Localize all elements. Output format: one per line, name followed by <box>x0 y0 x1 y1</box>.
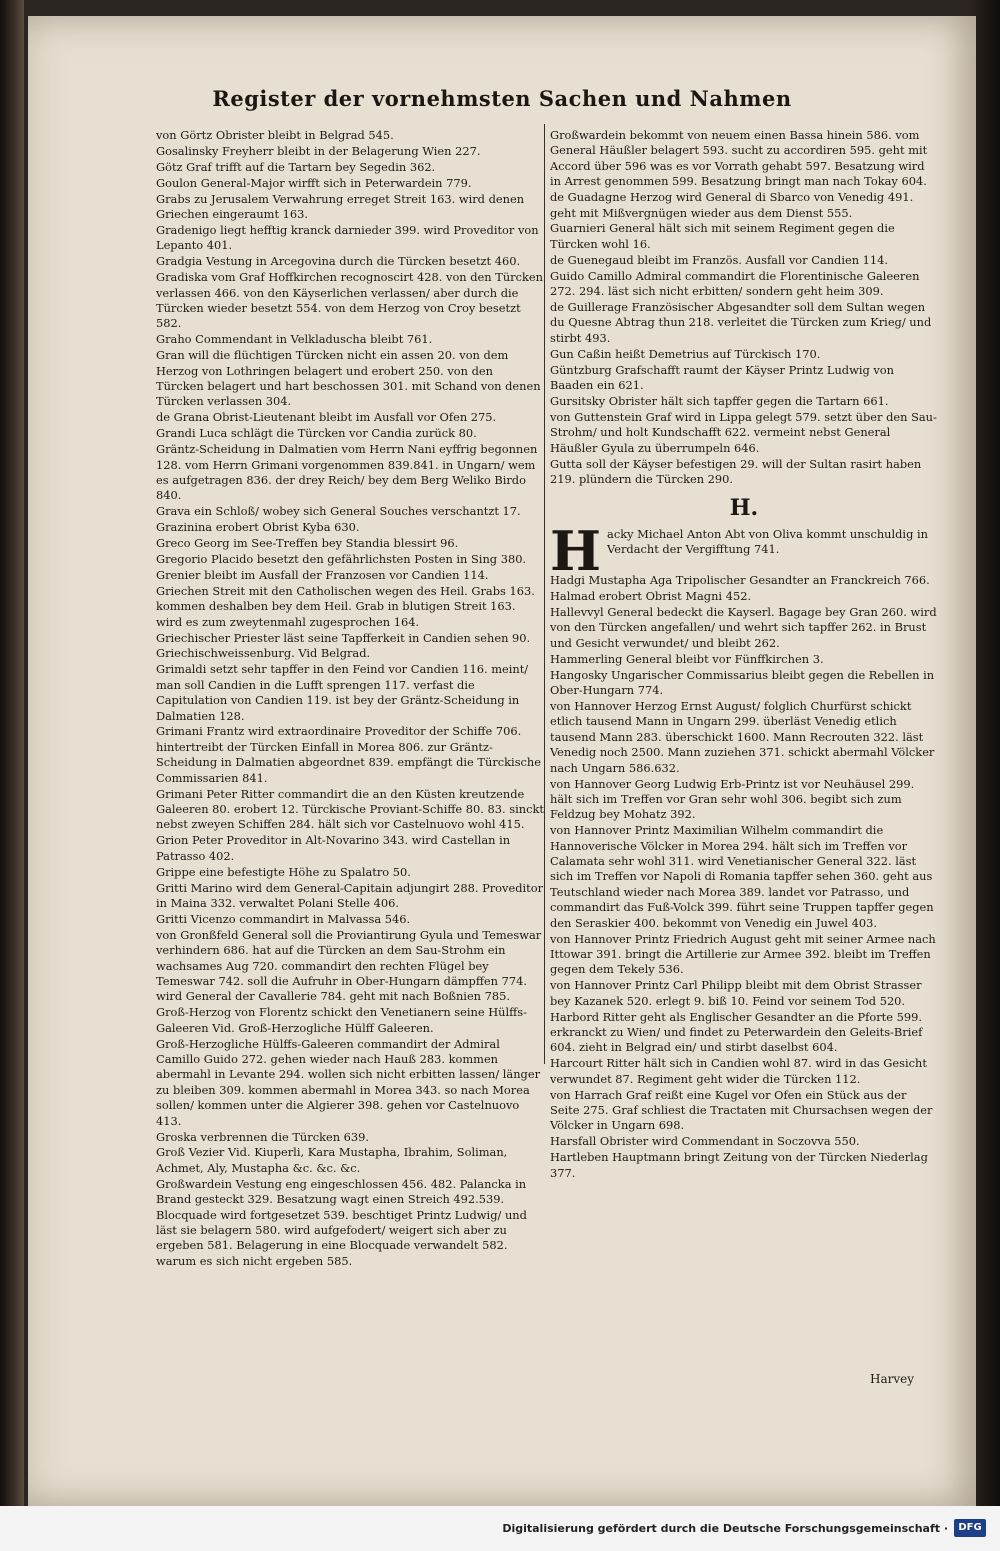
register-entry: Gun Caßin heißt Demetrius auf Türckisch 170. <box>550 346 821 361</box>
register-entry: von Hannover Herzog Ernst August/ folglich Churfürst schickt etlich tausend Mann in Ungarn 299. überläst Venedig etlich tausend Mann 283. überschickt 1600. Mann Recrouten 322. läst Venedig noch 2500. Mann zuziehen 371. schickt abermahl Völcker nach Ungarn 586.632. <box>550 699 935 775</box>
first-h-entry-text: acky Michael Anton Abt von Oliva kommt unschuldig in Verdacht der Vergifftung 741. <box>607 526 928 557</box>
register-entry: von Gronßfeld General soll die Proviantirung Gyula und Temeswar verhindern 686. hat auf die Türcken an dem Sau-Strohm ein wachsames Aug 720. commandirt den rechten Flügel bey Temeswar 742. soll die Aufruhr in Ober-Hungarn dämpffen 774. wird General der Cavallerie 784. geht mit nach Boßnien 785. <box>156 927 542 1004</box>
register-entry: Hammerling General bleibt vor Fünffkirchen 3. <box>550 651 824 666</box>
register-entry: Harsfall Obrister wird Commendant in Soczovva 550. <box>550 1134 860 1149</box>
register-entry: Götz Graf trifft auf die Tartarn bey Segedin 362. <box>156 159 436 174</box>
register-entry: Griechischer Priester läst seine Tapfferkeit in Candien sehen 90. <box>156 630 531 645</box>
register-entry: von Harrach Graf reißt eine Kugel vor Ofen ein Stück aus der Seite 275. Graf schliest die Tractaten mit Chursachsen wegen der Völcker in Ungarn 698. <box>550 1087 933 1133</box>
register-entry: Grimani Peter Ritter commandirt die an den Küsten kreutzende Galeeren 80. erobert 12. Türckische Proviant-Schiffe 80. 83. sinckt nebst zweyen Schiffen 284. hält sich vor Castelnuovo wohl 415. <box>156 786 544 832</box>
register-page <box>28 16 976 1506</box>
register-entry: Groß Vezier Vid. Kiuperli, Kara Mustapha, Ibrahim, Soliman, Achmet, Aly, Mustapha &c. &c. &c. <box>156 1145 508 1175</box>
section-letter-h: H. <box>729 495 759 522</box>
register-entry: Grazinina erobert Obrist Kyba 630. <box>156 520 360 535</box>
register-entry: Harbord Ritter geht als Englischer Gesandter an die Pforte 599. erkranckt zu Wien/ und findet zu Peterwardein den Geleits-Brief 604. zieht in Belgrad ein/ und stirbt daselbst 604. <box>550 1009 923 1055</box>
register-entry: Hartleben Hauptmann bringt Zeitung von der Türcken Niederlag 377. <box>550 1150 928 1180</box>
register-entry: Groska verbrennen die Türcken 639. <box>156 1129 370 1144</box>
register-entry: Griechischweissenburg. Vid Belgrad. <box>156 646 371 661</box>
catchword: Harvey <box>869 1372 914 1386</box>
register-entry: Großwardein Vestung eng eingeschlossen 456. 482. Palancka in Brand gesteckt 329. Besatzung wagt einen Streich 492.539. Blocquade wird fortgesetzet 539. beschtiget Printz Ludwig/ und läst sie belagern 580. wird aufgefodert/ weigert sich aber zu ergeben 581. Belagerung in eine Blocquade verwandelt 582. warum es sich nicht ergeben 585. <box>156 1176 527 1268</box>
register-entry: de Guenegaud bleibt im Französ. Ausfall vor Candien 114. <box>550 252 889 267</box>
register-entry: Groß-Herzogliche Hülffs-Galeeren commandirt der Admiral Camillo Guido 272. gehen wieder nach Hauß 283. kommen abermahl in Levante 294. wollen sich nicht erbitten lassen/ länger zu bleiben 309. kommen abermahl in Morea 343. so nach Morea sollen/ kommen unter die Algierer 398. gehen vor Castelnuovo 413. <box>156 1036 541 1128</box>
register-entry: von Hannover Printz Friedrich August geht mit seiner Armee nach Ittowar 391. bringt die Artillerie zur Armee 392. bleibt im Treffen gegen dem Tekely 536. <box>550 931 936 977</box>
register-entry: Gritti Marino wird dem General-Capitain adjungirt 288. Proveditor in Maina 332. verwaltet Polani Stelle 406. <box>156 880 544 910</box>
dfg-logo: DFG <box>954 1519 986 1537</box>
register-entry: Grion Peter Proveditor in Alt-Novarino 343. wird Castellan in Patrasso 402. <box>156 833 511 863</box>
register-entry: Hallevvyl General bedeckt die Kayserl. Bagage bey Gran 260. wird von den Türcken angefallen/ und wehrt sich tapffer 262. in Brust und Gesicht verwundet/ und bleibt 262. <box>550 605 937 650</box>
book-spine-edge <box>0 0 24 1551</box>
g-entries <box>550 128 938 487</box>
register-entry: Guido Camillo Admiral commandirt die Florentinische Galeeren 272. 294. läst sich nicht erbitten/ sondern geht heim 309. <box>550 268 920 299</box>
register-entry: Guarnieri General hält sich mit seinem Regiment gegen die Türcken wohl 16. <box>550 221 895 251</box>
footer-bar <box>0 1506 1000 1551</box>
register-entry: de Guadagne Herzog wird General di Sbarco von Venedig 491. geht mit Mißvergnügen wieder aus dem Dienst 555. <box>550 190 914 220</box>
register-entry: von Hannover Printz Maximilian Wilhelm commandirt die Hannoverische Völcker in Morea 294. hält sich im Treffen vor Calamata sehr wohl 311. wird Venetianischer General 322. läst sich im Treffen vor Napoli di Romania tapffer sehen 360. geht aus Teutschland wieder nach Morea 389. landet vor Patrasso, und commandirt das Fuß-Volck 399. führt seine Truppen tapffer gegen den Seraskier 400. bekommt von Venedig ein Juwel 403. <box>550 823 934 930</box>
register-entry: Gregorio Placido besetzt den gefährlichsten Posten in Sing 380. <box>156 551 527 566</box>
register-entry: Halmad erobert Obrist Magni 452. <box>550 589 752 604</box>
register-entry: Harcourt Ritter hält sich in Candien wohl 87. wird in das Gesicht verwundet 87. Regiment geht wider die Türcken 112. <box>550 1056 927 1086</box>
column-divider <box>544 124 545 1064</box>
register-entry: Goulon General-Major wirfft sich in Peterwardein 779. <box>156 175 472 190</box>
register-entry: de Grana Obrist-Lieutenant bleibt im Ausfall vor Ofen 275. <box>156 410 497 425</box>
register-entry: von Görtz Obrister bleibt in Belgrad 545. <box>156 128 394 142</box>
register-entry: Großwardein bekommt von neuem einen Bassa hinein 586. vom General Häußler belagert 593. sucht zu accordiren 595. geht mit Accord über 596 was es vor Vorrath gehabt 597. Besatzung wird in Arrest genommen 599. Besatzung bringt man nach Tokay 604. <box>550 128 928 189</box>
register-entry: Grimaldi setzt sehr tapffer in den Feind vor Candien 116. meint/ man soll Candien in die Lufft sprengen 117. verfast die Capitulation von Candien 119. ist bey der Gräntz-Scheidung in Dalmatien 128. <box>156 662 529 723</box>
register-entry: Grandi Luca schlägt die Türcken vor Candia zurück 80. <box>156 426 477 441</box>
register-entry: de Guillerage Französischer Abgesandter soll dem Sultan wegen du Quesne Abtrag thun 218. verleitet die Türcken zum Krieg/ und stirbt 493. <box>550 299 932 345</box>
register-entry: Greco Georg im See-Treffen bey Standia blessirt 96. <box>156 536 459 551</box>
register-entry: Gutta soll der Käyser befestigen 29. will der Sultan rasirt haben 219. plündern die Türcken 290. <box>550 456 922 486</box>
register-entry: Gradiska vom Graf Hoffkirchen recognoscirt 428. von den Türcken verlassen 466. von den Käyserlichen verlassen/ aber durch die Türcken wieder besetzt 554. von dem Herzog von Croy besetzt 582. <box>156 270 543 331</box>
h-entries <box>550 573 938 1181</box>
register-entry: Gritti Vicenzo commandirt in Malvassa 546. <box>156 911 411 926</box>
left-column <box>156 128 544 1358</box>
register-entry: Grippe eine befestigte Höhe zu Spalatro 50. <box>156 864 411 879</box>
register-entry: von Hannover Printz Carl Philipp bleibt mit dem Obrist Strasser bey Kazanek 520. erlegt 9. biß 10. Feind vor seinem Tod 520. <box>550 978 922 1008</box>
register-entry: Güntzburg Grafschafft raumt der Käyser Printz Ludwig von Baaden ein 621. <box>550 362 894 392</box>
right-column <box>550 128 938 1358</box>
register-entry: Grimani Frantz wird extraordinaire Proveditor der Schiffe 706. hintertreibt der Türcken Einfall in Morea 806. zur Gräntz-Scheidung in Dalmatien abgeordnet 839. empfängt die Türckische Commissarien 841. <box>156 724 541 785</box>
register-entry: Grava ein Schloß/ wobey sich General Souches verschantzt 17. <box>156 504 521 519</box>
register-entry: Hangosky Ungarischer Commissarius bleibt gegen die Rebellen in Ober-Hungarn 774. <box>550 667 935 698</box>
funding-note: Digitalisierung gefördert durch die Deutsche Forschungsgemeinschaft · <box>502 1522 948 1535</box>
register-entry: Groß-Herzog von Florentz schickt den Venetianern seine Hülffs-Galeeren Vid. Groß-Herzogliche Hülff Galeeren. <box>156 1005 527 1035</box>
register-entry: Gräntz-Scheidung in Dalmatien vom Herrn Nani eyffrig begonnen 128. vom Herrn Grimani vorgenommen 839.841. in Ungarn/ wem es aufgetragen 836. der drey Reich/ bey dem Berg Weliko Birdo 840. <box>156 442 538 503</box>
register-entry: Gradgia Vestung in Arcegovina durch die Türcken besetzt 460. <box>156 254 521 269</box>
register-entry: von Hannover Georg Ludwig Erb-Printz ist vor Neuhäusel 299. hält sich im Treffen vor Gran sehr wohl 306. begibt sich zum Feldzug bey Mohatz 392. <box>550 776 915 822</box>
register-entry: von Guttenstein Graf wird in Lippa gelegt 579. setzt über den Sau-Strohm/ und holt Kundschafft 622. vermeint nebst General Häußler Gyula zu überrumpeln 646. <box>550 409 937 455</box>
register-entry: Gran will die flüchtigen Türcken nicht ein assen 20. von dem Herzog von Lothringen belagert und erobert 250. von den Türcken belagert und hart beschossen 301. mit Schand von denen Türcken verlassen 304. <box>156 348 541 409</box>
register-entry: Gursitsky Obrister hält sich tapffer gegen die Tartarn 661. <box>550 393 889 408</box>
page-title: Register der vornehmsten Sachen und Nahmen <box>212 86 792 111</box>
register-entry: Gradenigo liegt hefftig kranck darnieder 399. wird Proveditor von Lepanto 401. <box>156 222 539 253</box>
register-entry: Griechen Streit mit den Catholischen wegen des Heil. Grabs 163. kommen deshalben bey dem Heil. Grab in blutigen Streit 163. wird es zum zweytenmahl zugesprochen 164. <box>156 583 535 629</box>
drop-cap: H <box>550 518 602 583</box>
register-entry: Grenier bleibt im Ausfall der Franzosen vor Candien 114. <box>156 567 489 582</box>
register-entry: Grabs zu Jerusalem Verwahrung erreget Streit 163. wird denen Griechen eingeraumt 163. <box>156 191 525 222</box>
register-entry: Hadgi Mustapha Aga Tripolischer Gesandter an Franckreich 766. <box>550 573 930 588</box>
register-entry: Gosalinsky Freyherr bleibt in der Belagerung Wien 227. <box>156 143 481 158</box>
register-entry: Graho Commendant in Velkladuscha bleibt 761. <box>156 332 433 347</box>
